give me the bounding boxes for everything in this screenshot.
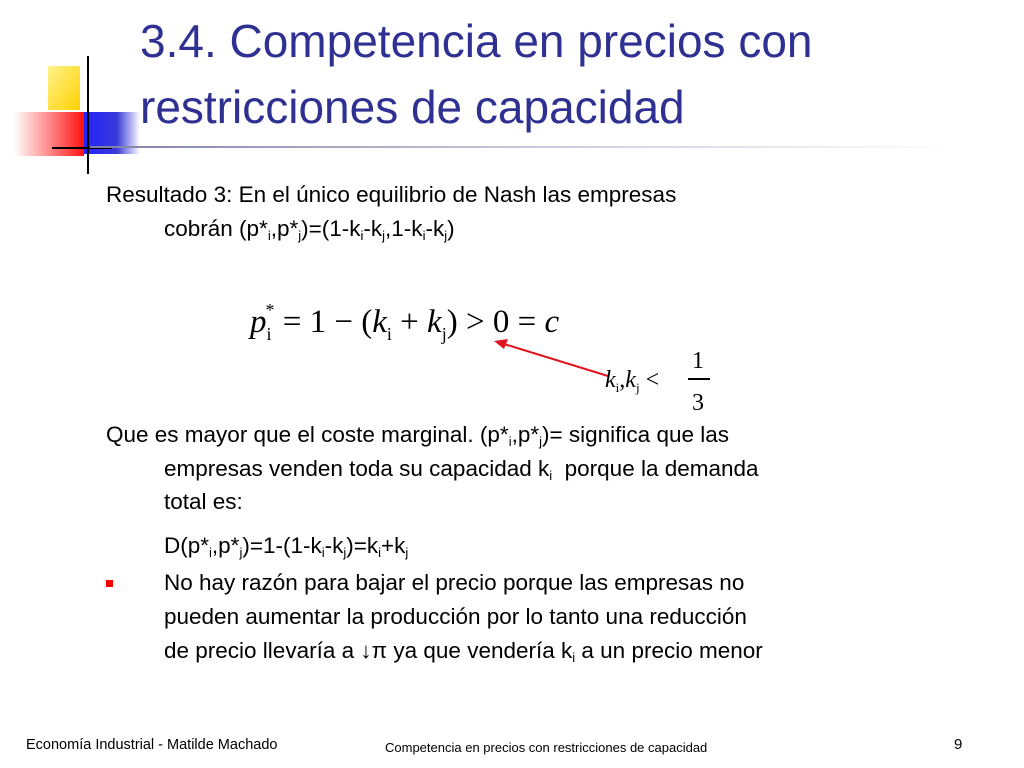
fraction-numerator: 1	[692, 348, 704, 374]
arrow-annotation	[490, 336, 620, 386]
page-number: 9	[954, 736, 963, 753]
decorative-logo	[0, 0, 150, 180]
bullet-marker	[106, 580, 113, 587]
slide-title-line-1: 3.4. Competencia en precios con	[140, 15, 813, 67]
footer-center: Competencia en precios con restricciones de capacidad	[385, 740, 708, 755]
capacity-condition: $k_i,k_j$ <	[605, 367, 660, 395]
result-line-2: cobrán $(p*_i,p*_j)=(1-k_i-k_j,1-k_i-k_j)$	[164, 216, 455, 243]
bullet-line-3: de precio llevaría a ↓π ya que vendería $k_i$ a un precio menor	[164, 638, 763, 665]
para2-line-2: empresas venden toda su capacidad $k_i$ porque la demanda	[164, 456, 759, 483]
footer-left: Economía Industrial - Matilde Machado	[26, 737, 278, 753]
bullet-line-2: pueden aumentar la producción por lo tanto una reducción	[164, 604, 747, 629]
demand-equation: $D(p*_i,p*_j)=1-(1-k_i-k_j)=k_i+k_j$	[164, 533, 409, 560]
para2-line-1: Que es mayor que el coste marginal. $(p*_i,p*_j)=$ significa que las	[106, 422, 729, 449]
title-underline	[90, 146, 960, 148]
bullet-line-1: No hay razón para bajar el precio porque las empresas no	[164, 570, 745, 595]
result-line-1: Resultado 3: En el único equilibrio de Nash las empresas	[106, 182, 677, 207]
equilibrium-equation: $p_i^* = 1 - (k_i + k_j) > 0 = c$	[250, 300, 560, 344]
para2-line-3: total es:	[164, 489, 243, 514]
fraction-bar	[688, 378, 710, 380]
slide-title-line-2: restricciones de capacidad	[140, 81, 685, 133]
fraction-denominator: 3	[692, 390, 704, 416]
